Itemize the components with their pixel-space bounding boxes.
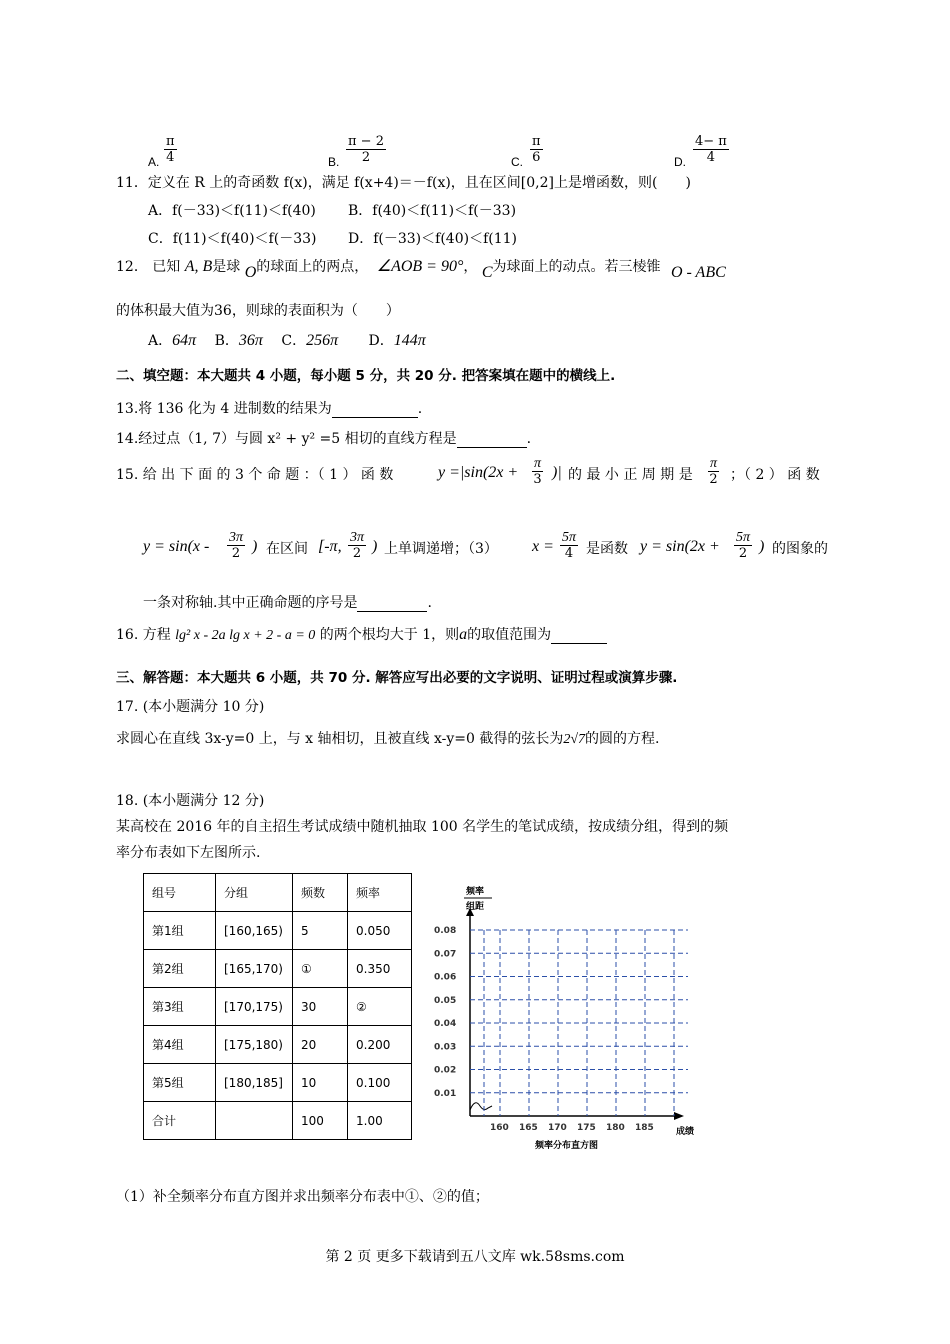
- y-tick-label: 0.08: [434, 926, 457, 936]
- table-cell: 0.200: [348, 1026, 412, 1064]
- q15-func1: y =|sin(2x +: [438, 464, 519, 481]
- q15-part4: 在区间: [266, 541, 308, 557]
- y-tick-label: 0.01: [434, 1088, 457, 1099]
- q15-part5: 上单调递增；（3）: [384, 541, 498, 557]
- table-cell: [170,175): [216, 988, 293, 1026]
- section3-heading: 三、解答题：本大题共 6 小题，共 70 分. 解答应写出必要的文字说明、证明过程或演算步骤.: [116, 670, 678, 686]
- table-cell: 0.100: [348, 1064, 412, 1102]
- q12-stem: 12． 已知 A, B是球 O的球面上的两点， ∠AOB = 90°， C为球面上的动点。若三棱锥 O - ABC: [116, 258, 726, 281]
- table-cell: 0.050: [348, 912, 412, 950]
- y-tick-label: 0.05: [434, 995, 457, 1006]
- q15-part3: ；（ 2 ） 函 数: [730, 467, 820, 483]
- y-tick-label: 0.04: [434, 1019, 457, 1029]
- q11-option-b: B．f(40)＜f(11)＜f(－33): [348, 203, 517, 219]
- table-header: 组号: [144, 874, 216, 912]
- table-cell: 合计: [144, 1102, 216, 1140]
- q15-period: $\frac{\pi}{2}$: [709, 456, 718, 487]
- table-cell: ①: [293, 950, 348, 988]
- table-header: 频数: [293, 874, 348, 912]
- q15-func1-end: )|: [552, 464, 562, 481]
- q18-body-line2: 率分布表如下左图所示.: [116, 845, 261, 861]
- q15-func2: y = sin(x -: [143, 538, 210, 555]
- q15-x-frac: $\frac{5\pi}{4}$: [562, 530, 577, 561]
- x-tick-label: 180: [606, 1123, 625, 1133]
- chart-y-ticks: [434, 926, 456, 1099]
- q10-option-c-value: $\frac{\pi}{6}$: [532, 134, 541, 165]
- x-tick-label: 170: [548, 1123, 567, 1133]
- table-header: 分组: [216, 874, 293, 912]
- section2-heading: 二、填空题：本大题共 4 小题，每小题 5 分，共 20 分. 把答案填在题中的横线上.: [116, 368, 616, 384]
- table-cell: [160,165): [216, 912, 293, 950]
- table-cell: 5: [293, 912, 348, 950]
- x-tick-label: 175: [577, 1123, 596, 1133]
- table-cell: [165,170): [216, 950, 293, 988]
- q10-option-c-label: C.: [511, 155, 523, 169]
- x-tick-label: 165: [519, 1123, 538, 1133]
- q15-xeq: x =: [532, 538, 554, 555]
- table-cell: [216, 1102, 293, 1140]
- q15-part7: 的图象的: [772, 541, 828, 557]
- table-row: [144, 912, 412, 950]
- q15-interval-frac: $\frac{3\pi}{2}$: [350, 530, 365, 561]
- chart-xlabel: 成绩: [676, 1127, 695, 1137]
- q12-line2: 的体积最大值为36，则球的表面积为（ ）: [116, 303, 400, 319]
- q12-options: A．64π B．36π C．256π D．144π: [148, 332, 426, 349]
- y-tick-label: 0.02: [434, 1065, 457, 1076]
- q15-func1-frac: $\frac{\pi}{3}$: [533, 456, 542, 487]
- q15-interval: [-π,: [318, 538, 342, 555]
- q15-func3-frac: $\frac{5\pi}{2}$: [736, 530, 751, 561]
- table-row: [144, 1026, 412, 1064]
- q10-option-b-label: B.: [328, 155, 340, 169]
- x-tick-label: 160: [490, 1123, 509, 1133]
- axis-break-mark: [470, 1103, 492, 1110]
- chart-x-ticks: [490, 1123, 654, 1133]
- page-footer: 第 2 页 更多下载请到五八文库 wk.58sms.com: [325, 1249, 625, 1265]
- table-row: [144, 1102, 412, 1140]
- y-tick-label: 0.07: [434, 949, 457, 960]
- frequency-table: [143, 873, 412, 1140]
- table-header-row: [144, 874, 412, 912]
- table-cell: 第2组: [144, 950, 216, 988]
- q13: 13.将 136 化为 4 进制数的结果为 .: [116, 401, 423, 417]
- q16: 16. 方程 lg² x - 2a lg x + 2 - a = 0 的两个根均大于 1，则a的取值范围为: [116, 624, 607, 644]
- q18-body-line1: 某高校在 2016 年的自主招生考试成绩中随机抽取 100 名学生的笔试成绩，按成绩分组，得到的频: [116, 819, 729, 835]
- table-cell: 0.350: [348, 950, 412, 988]
- q18-title: 18. (本小题满分 12 分): [116, 793, 265, 809]
- chart-ylabel-bottom: 组距: [466, 902, 485, 912]
- x-tick-label: 185: [635, 1123, 654, 1133]
- q15-interval-end: ): [372, 538, 378, 555]
- table-row: [144, 1064, 412, 1102]
- chart-ylabel-top: 频率: [466, 887, 485, 897]
- q15-part2: 的 最 小 正 周 期 是: [568, 467, 693, 483]
- table-cell: 10: [293, 1064, 348, 1102]
- q15-func3-end: ): [759, 538, 765, 555]
- table-cell: 20: [293, 1026, 348, 1064]
- q10-option-a-value: $\frac{\pi}{4}$: [166, 134, 175, 165]
- q15-func2-end: ): [252, 538, 258, 555]
- q10-option-d-value: $\frac{4- \pi}{4}$: [695, 134, 727, 165]
- table-cell: 第3组: [144, 988, 216, 1026]
- chart-title: 频率分布直方图: [535, 1141, 599, 1151]
- q17-body: 求圆心在直线 3x-y=0 上，与 x 轴相切，且被直线 x-y=0 截得的弦长为2√7的圆的方程.: [116, 731, 660, 747]
- table-cell: 1.00: [348, 1102, 412, 1140]
- q10-option-a-label: A.: [148, 155, 160, 169]
- q18-part1: （1）补全频率分布直方图并求出频率分布表中①、②的值；: [116, 1189, 489, 1205]
- chart-grid: [470, 930, 688, 1116]
- table-cell: 100: [293, 1102, 348, 1140]
- q15-part6: 是函数: [586, 541, 628, 557]
- q14: 14.经过点（1, 7）与圆 x² + y² =5 相切的直线方程是 .: [116, 431, 532, 447]
- table-row: [144, 988, 412, 1026]
- table-cell: 第4组: [144, 1026, 216, 1064]
- chart-axes: [466, 908, 684, 1120]
- q11-option-a: A．f(－33)＜f(11)＜f(40): [148, 203, 316, 219]
- x-axis-arrow: [674, 1112, 684, 1120]
- table-cell: [175,180): [216, 1026, 293, 1064]
- q15-func2-frac: $\frac{3\pi}{2}$: [229, 530, 244, 561]
- y-tick-label: 0.06: [434, 972, 457, 983]
- table-cell: ②: [348, 988, 412, 1026]
- histogram-chart: [430, 880, 720, 1155]
- y-tick-label: 0.03: [434, 1042, 457, 1053]
- table-header: 频率: [348, 874, 412, 912]
- table-cell: 第5组: [144, 1064, 216, 1102]
- q17-title: 17. (本小题满分 10 分): [116, 699, 265, 715]
- q15-line3: 一条对称轴.其中正确命题的序号是 .: [143, 595, 432, 611]
- q10-option-d-label: D.: [674, 155, 686, 169]
- q15-func3: y = sin(2x +: [640, 538, 720, 555]
- table-cell: 第1组: [144, 912, 216, 950]
- q11-stem: 11．定义在 R 上的奇函数 f(x)，满足 f(x+4)＝－f(x)，且在区间[0,2]上是增函数，则( ): [116, 175, 691, 191]
- table-row: [144, 950, 412, 988]
- q15-part1: 15. 给 出 下 面 的 3 个 命 题 ：（ 1 ） 函 数: [116, 467, 394, 483]
- q10-option-b-value: $\frac{\pi - 2}{2}$: [348, 134, 384, 165]
- q11-option-c: C．f(11)＜f(40)＜f(－33): [148, 231, 317, 247]
- table-cell: 30: [293, 988, 348, 1026]
- table-cell: [180,185]: [216, 1064, 293, 1102]
- q11-option-d: D．f(－33)＜f(40)＜f(11): [348, 231, 517, 247]
